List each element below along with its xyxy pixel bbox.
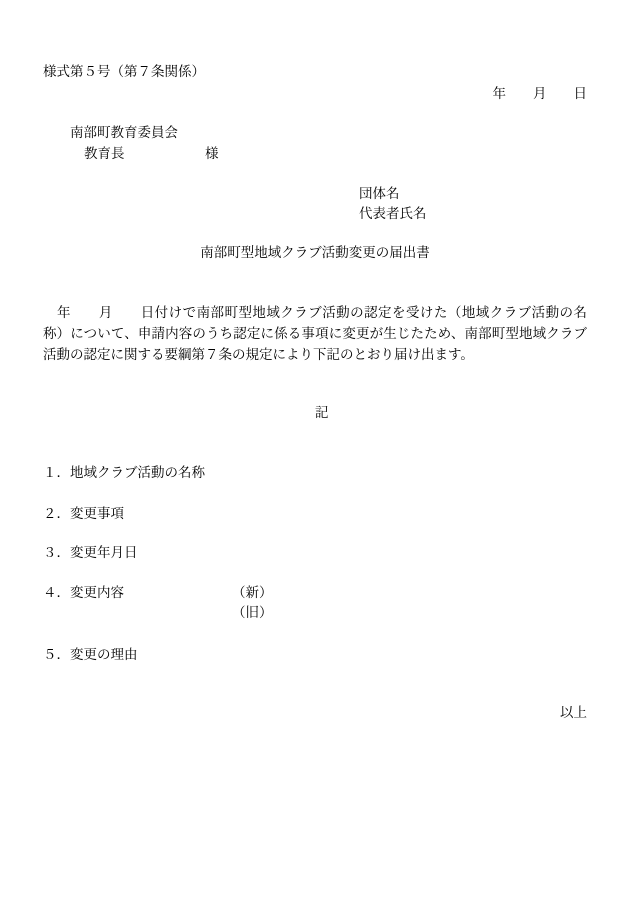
item-change-matter: ２．変更事項 [43, 506, 124, 522]
item-change-reason: ５．変更の理由 [43, 647, 138, 663]
change-content-new-label: （新） [232, 585, 273, 601]
document-title: 南部町型地域クラブ活動変更の届出書 [200, 245, 430, 261]
submission-date-line: 年 月 日 [492, 86, 587, 102]
body-line: 称）について、申請内容のうち認定に係る事項に変更が生じたため、南部町型地域クラブ [43, 326, 587, 342]
group-name-label: 団体名 [359, 186, 400, 202]
note-heading: 記 [315, 405, 329, 421]
body-line: 活動の認定に関する要綱第７条の規定により下記のとおり届け出ます。 [43, 347, 474, 363]
addressee-title: 教育長 [84, 146, 125, 162]
addressee-organization: 南部町教育委員会 [70, 125, 178, 141]
body-line: 年 月 日付けで南部町型地域クラブ活動の認定を受けた（地域クラブ活動の名 [43, 305, 587, 321]
item-club-name: １．地域クラブ活動の名称 [43, 465, 205, 481]
closing-remark: 以上 [560, 705, 587, 721]
change-content-old-label: （旧） [232, 605, 273, 621]
form-number: 様式第５号（第７条関係） [43, 64, 205, 80]
addressee-honorific: 様 [205, 146, 219, 162]
body-paragraph [43, 303, 587, 366]
representative-name-label: 代表者氏名 [359, 206, 427, 222]
item-change-content: ４．変更内容 [43, 585, 124, 601]
item-change-date: ３．変更年月日 [43, 545, 138, 561]
